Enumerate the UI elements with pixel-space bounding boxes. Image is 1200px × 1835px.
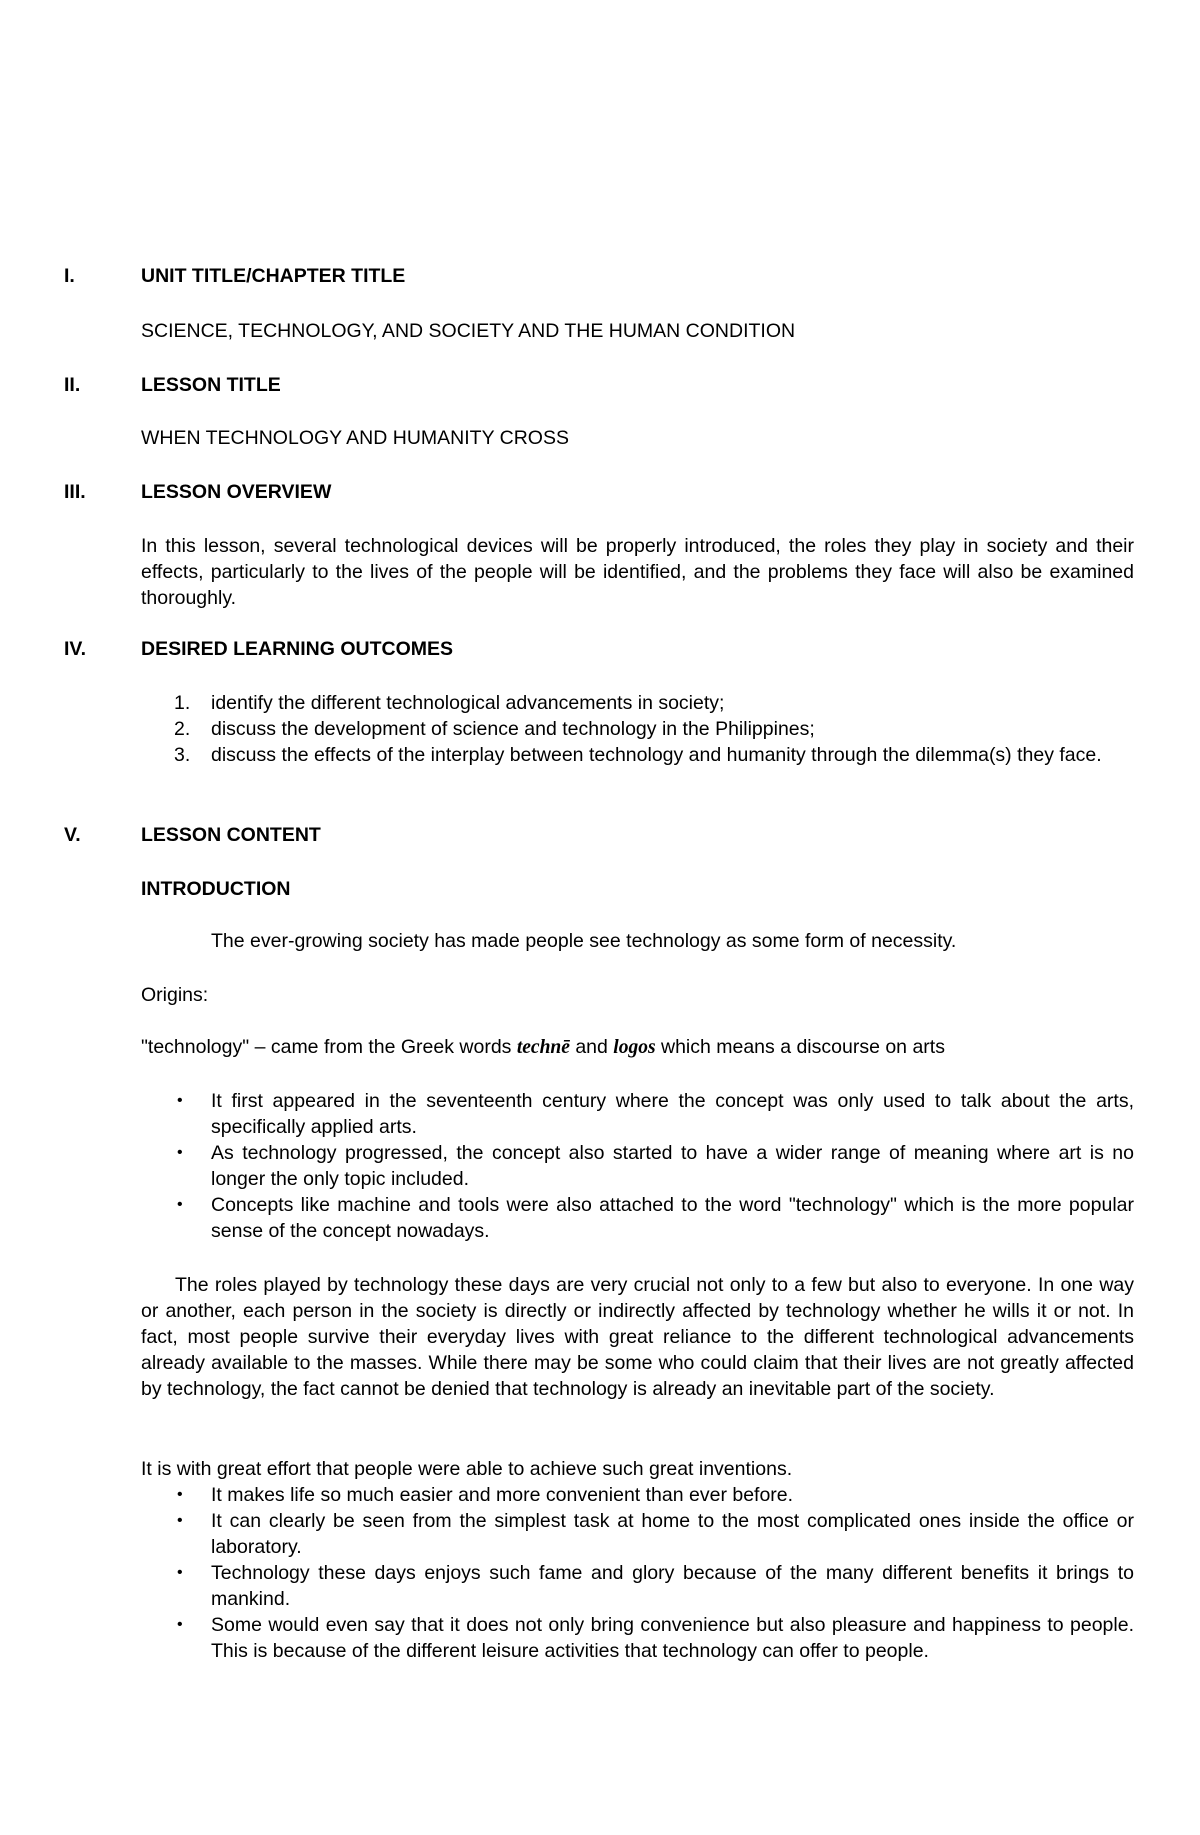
list-item-text: It first appeared in the seventeenth century where the concept was only used to talk about the arts, specifically applied arts. <box>211 1090 1134 1138</box>
section-numeral: III. <box>64 481 86 503</box>
list-item-text: Technology these days enjoys such fame and glory because of the many different benefits it brings to mankind. <box>211 1562 1134 1610</box>
list-item <box>141 1192 1134 1244</box>
list-item-text: It can clearly be seen from the simplest task at home to the most complicated ones inside the office or laboratory. <box>211 1510 1134 1558</box>
section-heading: DESIRED LEARNING OUTCOMES <box>141 638 454 660</box>
effort-line: It is with great effort that people were able to achieve such great inventions. <box>141 1458 793 1480</box>
section-heading: UNIT TITLE/CHAPTER TITLE <box>141 265 406 287</box>
section-numeral: IV. <box>64 638 87 660</box>
list-number: 1. <box>174 692 191 714</box>
section-numeral: II. <box>64 374 81 396</box>
benefits-bullet-list <box>141 1482 1134 1664</box>
section-numeral: I. <box>64 265 75 287</box>
list-item <box>141 1508 1134 1560</box>
greek-word-techne: technē <box>516 1037 570 1058</box>
bullet-icon: • <box>177 1512 183 1529</box>
list-item-text: Some would even say that it does not only bring convenience but also pleasure and happiness to people. This is because of the different leisure activities that technology can offer to people. <box>211 1614 1134 1662</box>
lesson-title-text: WHEN TECHNOLOGY AND HUMANITY CROSS <box>141 427 569 449</box>
bullet-icon: • <box>177 1486 183 1503</box>
unit-title-text: SCIENCE, TECHNOLOGY, AND SOCIETY AND THE HUMAN CONDITION <box>141 320 796 342</box>
origins-bullet-list <box>141 1088 1134 1244</box>
section-heading: LESSON CONTENT <box>141 824 321 846</box>
learning-outcomes-list <box>141 690 1134 768</box>
bullet-icon: • <box>177 1564 183 1581</box>
list-item <box>141 1560 1134 1612</box>
section-numeral: V. <box>64 824 81 846</box>
list-item-text: discuss the development of science and technology in the Philippines; <box>211 718 815 740</box>
bullet-icon: • <box>177 1144 183 1161</box>
introduction-text: The ever-growing society has made people see technology as some form of necessity. <box>211 930 957 952</box>
list-item-text: It makes life so much easier and more convenient than ever before. <box>211 1484 794 1506</box>
bullet-icon: • <box>177 1616 183 1633</box>
list-item <box>141 1140 1134 1192</box>
bullet-icon: • <box>177 1092 183 1109</box>
list-item-text: identify the different technological advancements in society; <box>211 692 725 714</box>
origins-label: Origins: <box>141 984 209 1006</box>
list-number: 2. <box>174 718 191 740</box>
lesson-overview-paragraph: In this lesson, several technological devices will be properly introduced, the roles they play in society and their effects, particularly to the lives of the people will be identified, and the problems they face will also be examined thoroughly. <box>141 535 1134 609</box>
introduction-heading: INTRODUCTION <box>141 878 291 900</box>
section-heading: LESSON TITLE <box>141 374 281 396</box>
list-item-text: discuss the effects of the interplay between technology and humanity through the dilemma(s) they face. <box>211 744 1102 766</box>
definition-text: "technology" – came from the Greek words <box>141 1036 517 1058</box>
greek-word-logos: logos <box>613 1037 656 1058</box>
list-item-text: As technology progressed, the concept also started to have a wider range of meaning where art is no longer the only topic included. <box>211 1142 1134 1190</box>
definition-text: which means a discourse on arts <box>655 1036 945 1058</box>
definition-text: and <box>569 1036 614 1058</box>
list-item <box>141 690 1134 716</box>
list-item <box>141 1088 1134 1140</box>
list-item <box>141 1482 1134 1508</box>
technology-definition <box>141 1034 945 1061</box>
list-number: 3. <box>174 744 191 766</box>
roles-paragraph: The roles played by technology these days are very crucial not only to a few but also to everyone. In one way or another, each person in the society is directly or indirectly affected by technology whether he wills it or not. In fact, most people survive their everyday lives with great reliance to the different technological advancements already available to the masses. While there may be some who could claim that their lives are not greatly affected by technology, the fact cannot be denied that technology is already an inevitable part of the society. <box>141 1274 1134 1400</box>
section-heading: LESSON OVERVIEW <box>141 481 332 503</box>
bullet-icon: • <box>177 1196 183 1213</box>
list-item <box>141 716 1134 742</box>
list-item <box>141 742 1134 768</box>
list-item <box>141 1612 1134 1664</box>
list-item-text: Concepts like machine and tools were also attached to the word "technology" which is the more popular sense of the concept nowadays. <box>211 1194 1134 1242</box>
